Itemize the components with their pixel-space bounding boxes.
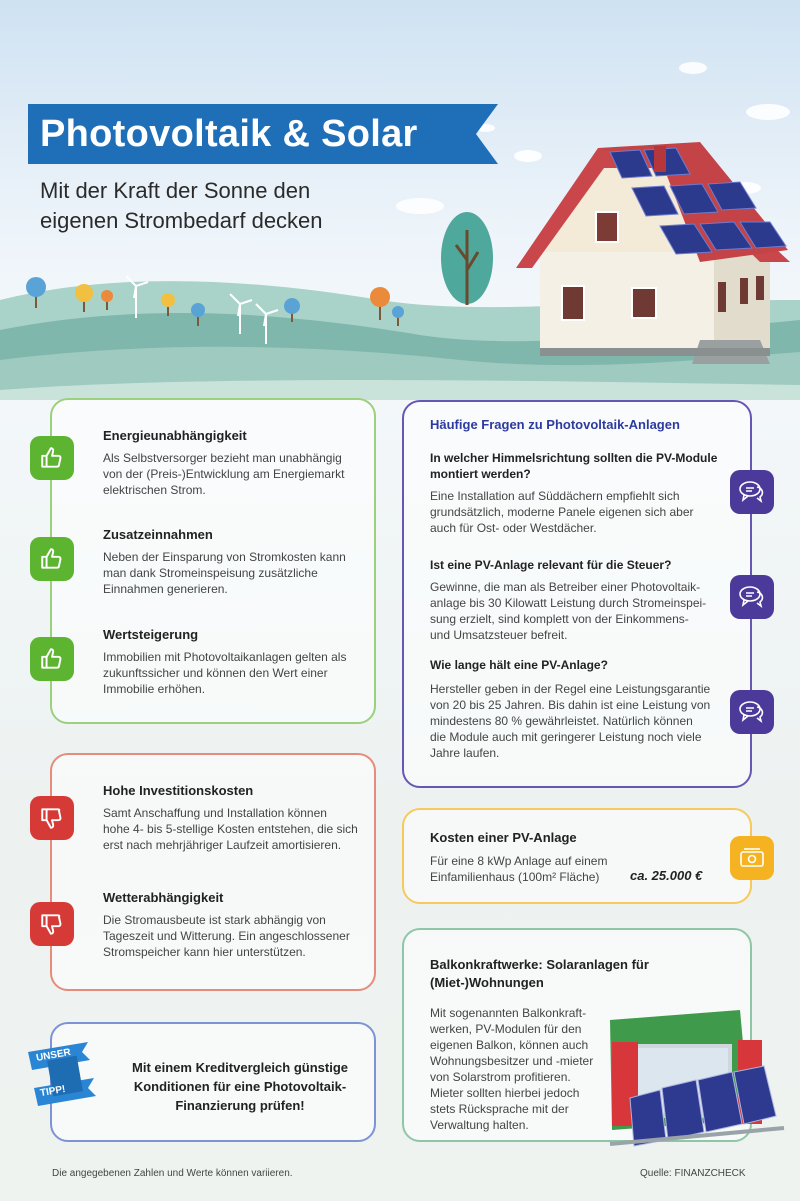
chat-bubble-icon [730,470,774,514]
faq-answer-3: Hersteller geben in der Regel eine Leistungsgarantie von 20 bis 25 Jahren. Bis dahin ist eine Leistung von mindestens 80 % gewährleistet. Natürlich können die Module auch mit geringerer Leistung noch viele Jahre laufen. [430,682,711,760]
faq-question-3: Wie lange hält eine PV-Anlage? [430,658,608,672]
pro-text-2: Neben der Einsparung von Stromkosten kann man dank Stromeinspeisung zusätzliche Einnahmen generieren. [103,550,346,596]
balcony-title: Balkonkraftwerke: Solaranlagen für (Miet-)Wohnungen [430,957,649,990]
faq-question-1: In welcher Himmelsrichtung sollten die PV-Module montiert werden? [430,451,718,481]
faq-answer-2: Gewinne, die man als Betreiber einer Photovoltaik- anlage bis 30 Kilowatt Leistung durch Stromeinspei- sung erzielt, sind komplett von der Einkommens- und Umsatzsteuer befreit. [430,580,707,642]
costs-title: Kosten einer PV-Anlage [430,830,577,845]
con-title-1: Hohe Investitionskosten [103,783,254,798]
costs-text: Für eine 8 kWp Anlage auf einem Einfamilienhaus (100m² Fläche) [430,854,608,884]
con-text-1: Samt Anschaffung und Installation können hohe 4- bis 5-stellige Kosten entstehen, die sich erst nach mehrjähriger Laufzeit amortisieren. [103,806,358,852]
con-title-2: Wetterabhängigkeit [103,890,224,905]
money-icon [730,836,774,880]
pro-title-1: Energieunabhängigkeit [103,428,247,443]
chat-bubble-icon [730,690,774,734]
page-title: Photovoltaik & Solar [40,113,418,155]
thumbs-up-icon [30,436,74,480]
faq-question-2: Ist eine PV-Anlage relevant für die Steuer? [430,558,672,572]
pro-title-2: Zusatzeinnahmen [103,527,213,542]
footer-source: Quelle: FINANZCHECK [640,1168,746,1179]
balcony-illustration [600,1000,790,1150]
page-subtitle: Mit der Kraft der Sonne den eigenen Strombedarf decken [40,178,323,233]
con-text-2: Die Stromausbeute ist stark abhängig von Tageszeit und Witterung. Ein angeschlossener Stromspeicher kann hier unterstützen. [103,913,350,959]
balcony-text: Mit sogenannten Balkonkraft- werken, PV-Modulen für den eigenen Balkon, können auch Wohnungsbesitzer und -mieter von Solarstrom profitieren. Mieter sollten hierbei jedoch stets Rücksprache mit der Verwaltung halten. [430,1006,594,1132]
footer-disclaimer: Die angegebenen Zahlen und Werte können variieren. [52,1168,293,1179]
thumbs-down-icon [30,796,74,840]
tip-badge-text-2: TIPP! [39,1083,67,1100]
thumbs-up-icon [30,637,74,681]
pro-title-3: Wertsteigerung [103,627,199,642]
tip-badge-text-1: UNSER [35,1047,72,1064]
tip-text: Mit einem Kreditvergleich günstige Konditionen für eine Photovoltaik- Finanzierung prüfen! [132,1060,348,1113]
faq-answer-1: Eine Installation auf Süddächern empfiehlt sich grundsätzlich, moderne Panele eigenen sich aber auch für Ost- oder Westdächer. [430,489,694,535]
thumbs-down-icon [30,902,74,946]
thumbs-up-icon [30,537,74,581]
chat-bubble-icon [730,575,774,619]
faq-title: Häufige Fragen zu Photovoltaik-Anlagen [430,417,680,432]
pro-text-1: Als Selbstversorger bezieht man unabhängig von der (Preis-)Entwicklung am Energiemarkt elektrischen Strom. [103,451,345,497]
pro-text-3: Immobilien mit Photovoltaikanlagen gelten als zukunftssicher und können den Wert einer Immobilie erhöhen. [103,650,347,696]
costs-price: ca. 25.000 € [630,868,703,883]
